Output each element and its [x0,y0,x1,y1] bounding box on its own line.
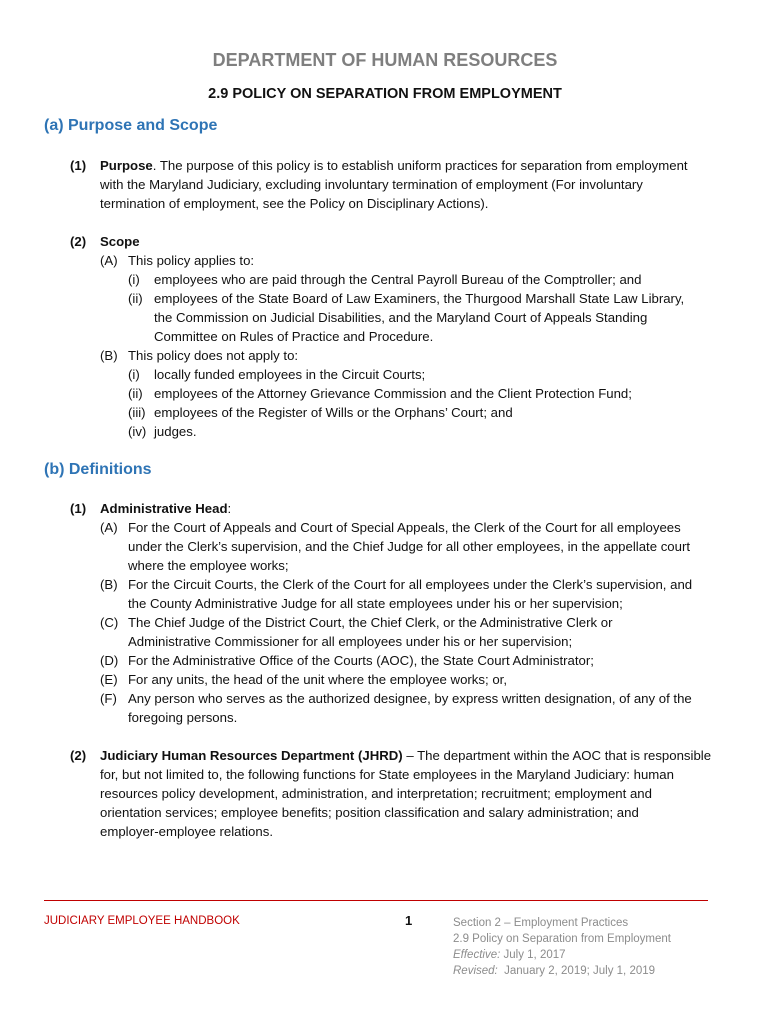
scope-a-label: (A) [100,253,118,268]
admin-f-line-2: foregoing persons. [128,710,238,725]
admin-b-line-2: the County Administrative Judge for all state employees under his or her supervision; [128,596,623,611]
admin-a-line-1: For the Court of Appeals and Court of Special Appeals, the Clerk of the Court for all employees [128,520,681,535]
footer-effective-label: Effective: [453,949,501,961]
purpose-term: Purpose [100,158,153,173]
footer-policy: 2.9 Policy on Separation from Employment [453,933,671,945]
purpose-line-3: termination of employment, see the Policy on Disciplinary Actions). [100,196,489,211]
page-number: 1 [405,913,413,928]
scope-b-ii-text: employees of the Attorney Grievance Commission and the Client Protection Fund; [154,386,632,401]
jhrd-paragraph [70,746,730,841]
admin-e-line-1: For any units, the head of the unit where the employee works; or, [128,672,507,687]
purpose-line-1: . The purpose of this policy is to establish uniform practices for separation from employment [152,158,688,173]
section-b-heading: (b) Definitions [44,461,152,478]
footer-handbook-title: JUDICIARY EMPLOYEE HANDBOOK [44,915,240,927]
scope-a-ii-line-1: employees of the State Board of Law Examiners, the Thurgood Marshall State Law Library, [154,291,685,306]
scope-b-text: This policy does not apply to: [128,348,299,363]
footer-section: Section 2 – Employment Practices [453,917,629,929]
admin-b-line-1: For the Circuit Courts, the Clerk of the Court for all employees under the Clerk’s supervision, and [128,577,693,592]
scope-a-ii-line-3: Committee on Rules of Practice and Procedure. [154,329,434,344]
scope-a-ii-line-2: the Commission on Judicial Disabilities, and the Maryland Court of Appeals Standing [154,310,648,325]
jhrd-number: (2) [70,748,87,763]
scope-a-ii-label: (ii) [128,291,143,306]
jhrd-line-5: employer-employee relations. [100,824,273,839]
scope-a-i-label: (i) [128,272,140,287]
scope-b-iv-text: judges. [154,424,197,439]
admin-f-label: (F) [100,691,117,706]
footer-section-info [453,915,671,979]
admin-a-line-3: where the employee works; [128,558,289,573]
scope-paragraph [70,232,730,442]
admin-c-line-1: The Chief Judge of the District Court, the Chief Clerk, or the Administrative Clerk or [128,615,613,630]
admin-head-number: (1) [70,501,87,516]
scope-a-i-text: employees who are paid through the Central Payroll Bureau of the Comptroller; and [154,272,642,287]
footer-effective-date: July 1, 2017 [500,949,566,961]
department-title: DEPARTMENT OF HUMAN RESOURCES [212,50,558,70]
section-a-heading: (a) Purpose and Scope [44,117,218,134]
purpose-line-2: with the Maryland Judiciary, excluding involuntary termination of employment (For involuntary [100,177,643,192]
scope-b-label: (B) [100,348,118,363]
purpose-paragraph [70,156,730,213]
scope-number: (2) [70,234,87,249]
admin-b-label: (B) [100,577,118,592]
scope-a-text: This policy applies to: [128,253,255,268]
admin-a-label: (A) [100,520,118,535]
admin-c-label: (C) [100,615,119,630]
admin-head-colon: : [227,501,232,516]
admin-c-line-2: Administrative Commissioner for all employees under his or her supervision; [128,634,573,649]
jhrd-line-4: orientation services; employee benefits; position classification and salary administration; and [100,805,639,820]
jhrd-line-3: resources policy development, administration, and interpretation; recruitment; employment and [100,786,652,801]
footer-revised-dates: January 2, 2019; July 1, 2019 [497,965,656,977]
admin-head-paragraph [70,499,730,727]
scope-b-ii-label: (ii) [128,386,143,401]
scope-b-i-label: (i) [128,367,140,382]
admin-head-term: Administrative Head [100,501,228,516]
scope-b-iii-text: employees of the Register of Wills or the Orphans’ Court; and [154,405,513,420]
admin-e-label: (E) [100,672,118,687]
jhrd-line-1: – The department within the AOC that is responsible [402,748,712,763]
jhrd-line-2: for, but not limited to, the following functions for State employees in the Maryland Judiciary: human [100,767,674,782]
scope-b-i-text: locally funded employees in the Circuit Courts; [154,367,426,382]
footer-revised-label: Revised: [453,965,498,977]
admin-a-line-2: under the Clerk’s supervision, and the Chief Judge for all other employees, in the appellate court [128,539,691,554]
admin-d-label: (D) [100,653,119,668]
jhrd-term: Judiciary Human Resources Department (JHRD) [100,748,403,763]
admin-f-line-1: Any person who serves as the authorized designee, by express written designation, of any of the [128,691,692,706]
admin-d-line-1: For the Administrative Office of the Courts (AOC), the State Court Administrator; [128,653,594,668]
policy-title: 2.9 POLICY ON SEPARATION FROM EMPLOYMENT [208,86,562,102]
scope-term: Scope [100,234,140,249]
footer-divider [44,900,708,901]
purpose-number: (1) [70,158,87,173]
scope-b-iii-label: (iii) [128,405,146,420]
scope-b-iv-label: (iv) [128,424,147,439]
